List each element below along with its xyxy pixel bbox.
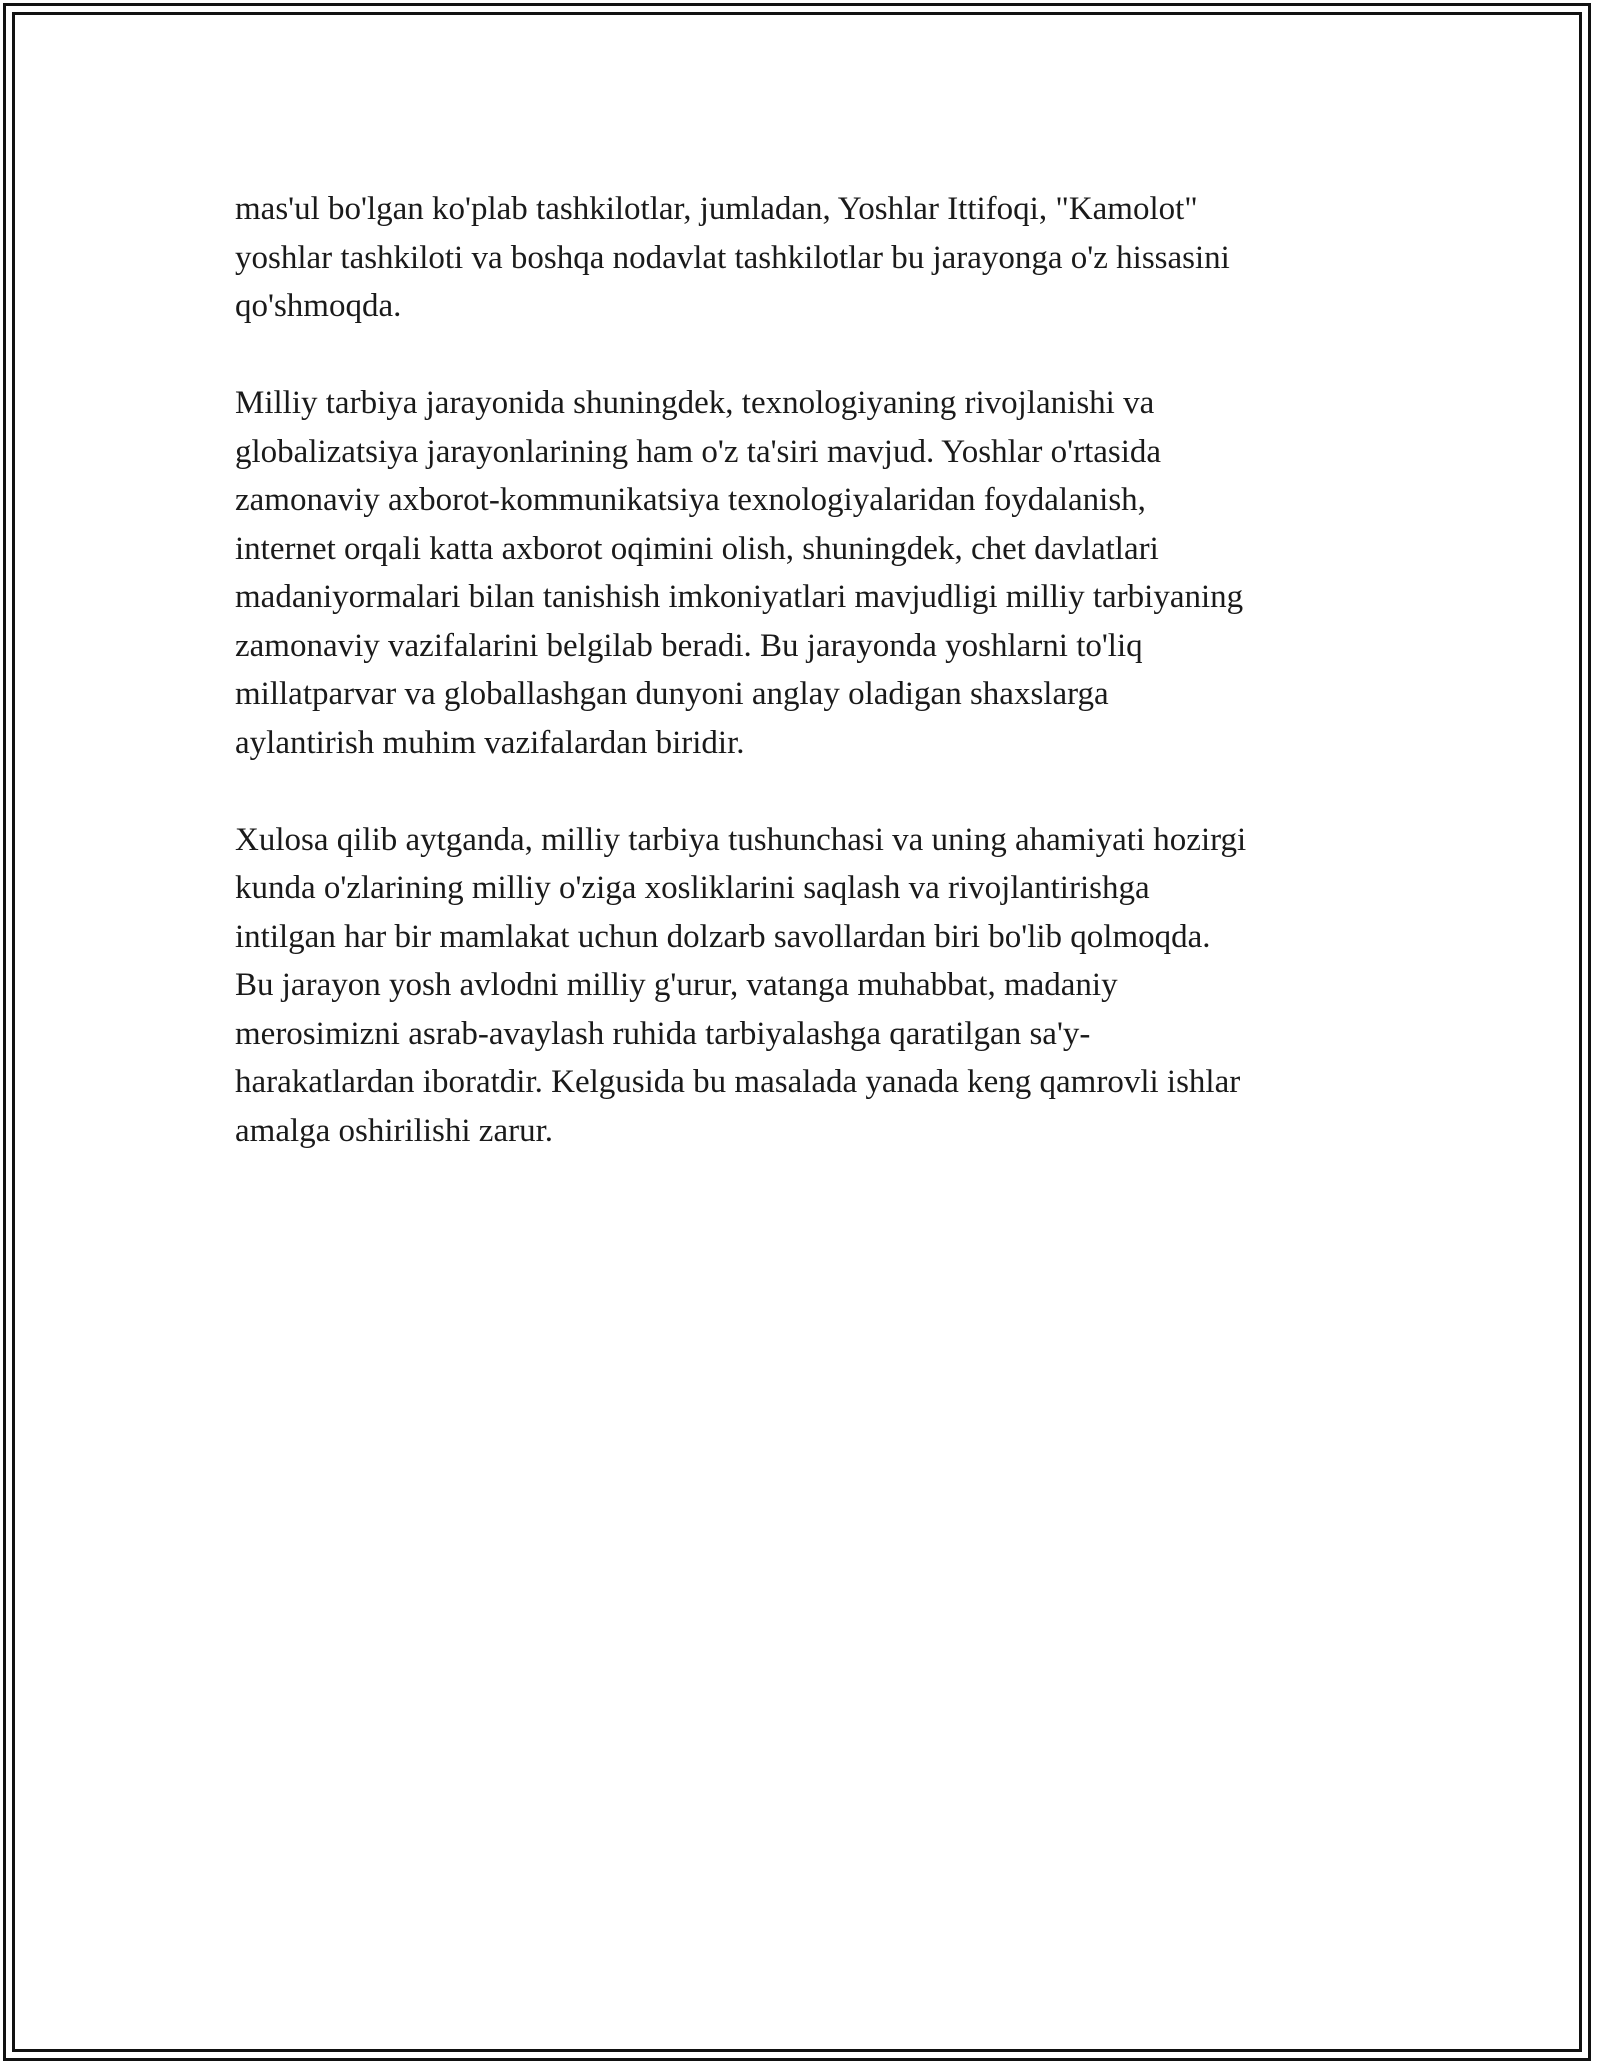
text-line: globalizatsiya jarayonlarining ham o'z ta'siri mavjud. Yoshlar o'rtasida [235, 433, 1162, 470]
text-line: harakatlardan iboratdir. Kelgusida bu masalada yanada keng qamrovli ishlar [235, 1064, 1241, 1100]
text-line: mas'ul bo'lgan ko'plab tashkilotlar, jumladan, Yoshlar Ittifoqi, "Kamolot" [235, 191, 1198, 227]
text-line: yoshlar tashkiloti va boshqa nodavlat tashkilotlar bu jarayonga o'z hissasini [235, 239, 1230, 276]
document-body [235, 185, 1375, 1204]
paragraph-3 [235, 816, 1375, 1156]
text-line: internet orqali katta axborot oqimini olish, shuningdek, chet davlatlari [235, 530, 1159, 567]
paragraph-1 [235, 185, 1375, 331]
text-line: zamonaviy axborot-kommunikatsiya texnologiyalaridan foydalanish, [235, 482, 1146, 518]
text-line: Xulosa qilib aytganda, milliy tarbiya tushunchasi va uning ahamiyati hozirgi [235, 821, 1247, 858]
text-line: Bu jarayon yosh avlodni milliy g'urur, vatanga muhabbat, madaniy [235, 967, 1118, 1003]
text-line: merosimizni asrab-avaylash ruhida tarbiyalashga qaratilgan sa'y- [235, 1015, 1091, 1052]
text-line: millatparvar va globallashgan dunyoni anglay oladigan shaxslarga [235, 676, 1109, 712]
text-line: aylantirish muhim vazifalardan biridir. [235, 724, 745, 761]
paragraph-2 [235, 379, 1375, 767]
text-line: intilgan har bir mamlakat uchun dolzarb savollardan biri bo'lib qolmoqda. [235, 918, 1211, 955]
text-line: madaniyormalari bilan tanishish imkoniyatlari mavjudligi milliy tarbiyaning [235, 579, 1244, 615]
text-line: Milliy tarbiya jarayonida shuningdek, texnologiyaning rivojlanishi va [235, 385, 1155, 421]
text-line: zamonaviy vazifalarini belgilab beradi. Bu jarayonda yoshlarni to'liq [235, 627, 1143, 664]
text-line: qo'shmoqda. [235, 288, 402, 324]
text-line: amalga oshirilishi zarur. [235, 1112, 553, 1149]
text-line: kunda o'zlarining milliy o'ziga xosliklarini saqlash va rivojlantirishga [235, 870, 1150, 906]
